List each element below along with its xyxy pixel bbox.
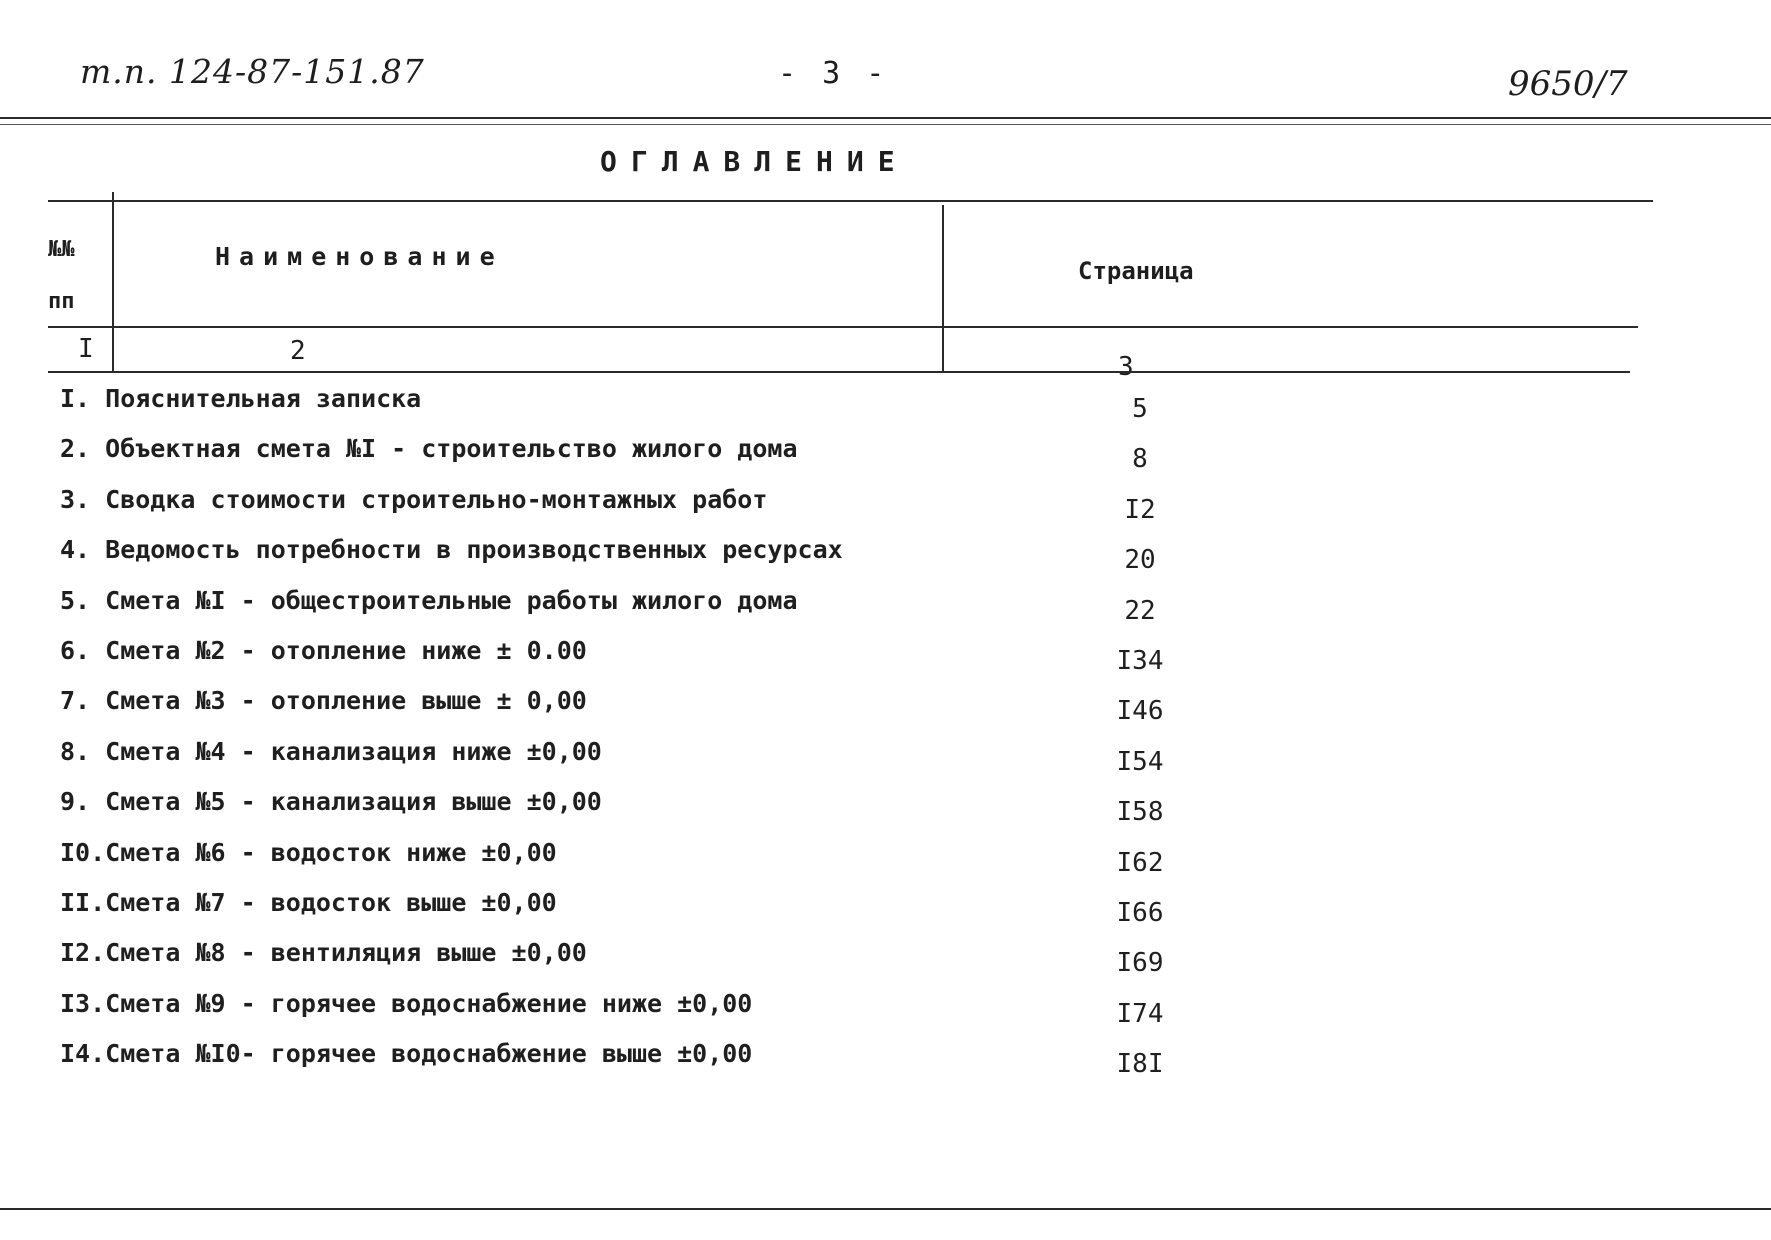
contents-row-3 [60, 485, 1360, 535]
contents-row-1 [60, 384, 1360, 434]
contents-row-9 [60, 787, 1360, 837]
header-rule-secondary [0, 124, 1771, 125]
header-rule [0, 117, 1771, 119]
row-title: 7. Смета №3 - отопление выше ± 0,00 [60, 686, 587, 716]
row-title: 5. Смета №I - общестроительные работы жилого дома [60, 585, 798, 615]
row-title: 2. Объектная смета №I - строительство жилого дома [60, 434, 798, 464]
contents-row-10 [60, 838, 1360, 888]
contents-row-14 [60, 1039, 1360, 1089]
page-number: - 3 - [778, 56, 889, 91]
column-number-header: №№ пп [48, 237, 75, 314]
contents-row-13 [60, 989, 1360, 1039]
column-page-header: Страница [1078, 257, 1194, 285]
table-top-rule [48, 200, 1653, 202]
contents-row-4 [60, 535, 1360, 585]
contents-row-7 [60, 686, 1360, 736]
row-page-number: I58 [1116, 797, 1164, 828]
document-code: т.п. 124-87-151.87 [80, 52, 425, 91]
row-title: I2.Смета №8 - вентиляция выше ±0,00 [60, 938, 587, 968]
column-index-3: 3 [1118, 352, 1134, 382]
column-name-header: Наименование [215, 242, 504, 271]
row-page-number: 20 [1124, 545, 1156, 576]
contents-row-6 [60, 636, 1360, 686]
row-page-number: I8I [1116, 1049, 1164, 1080]
header-divider-rule [48, 326, 1638, 328]
table-header-bottom-rule [48, 371, 1630, 373]
row-page-number: I69 [1116, 948, 1164, 979]
column-index-2: 2 [290, 336, 306, 366]
row-page-number: I62 [1116, 847, 1164, 878]
row-page-number: I66 [1116, 897, 1164, 928]
column-index-1: I [78, 334, 94, 364]
row-title: II.Смета №7 - водосток выше ±0,00 [60, 887, 557, 917]
contents-row-12 [60, 938, 1360, 988]
column-divider-2 [942, 205, 944, 372]
column-divider-1 [112, 192, 114, 372]
footer-rule [0, 1208, 1771, 1210]
contents-row-8 [60, 737, 1360, 787]
row-title: 3. Сводка стоимости строительно-монтажных работ [60, 484, 768, 514]
row-page-number: I34 [1116, 645, 1164, 676]
row-title: 9. Смета №5 - канализация выше ±0,00 [60, 787, 602, 817]
sheet-code: 9650/7 [1508, 64, 1628, 104]
row-page-number: 22 [1124, 595, 1156, 626]
row-title: I. Пояснительная записка [60, 384, 422, 413]
row-page-number: I46 [1116, 696, 1164, 727]
document-title: ОГЛАВЛЕНИЕ [600, 145, 909, 178]
contents-list [60, 384, 1360, 1089]
row-page-number: I2 [1124, 494, 1156, 525]
contents-row-5 [60, 586, 1360, 636]
row-title: 4. Ведомость потребности в производственных ресурсах [60, 535, 843, 565]
row-title: 8. Смета №4 - канализация ниже ±0,00 [60, 736, 602, 766]
row-title: I3.Смета №9 - горячее водоснабжение ниже ±0,00 [60, 988, 753, 1018]
row-page-number: I74 [1116, 998, 1164, 1029]
contents-row-2 [60, 434, 1360, 484]
row-page-number: 8 [1132, 444, 1148, 475]
row-title: 6. Смета №2 - отопление ниже ± 0.00 [60, 635, 587, 665]
row-title: I4.Смета №I0- горячее водоснабжение выше ±0,00 [60, 1039, 753, 1069]
contents-row-11 [60, 888, 1360, 938]
row-title: I0.Смета №6 - водосток ниже ±0,00 [60, 837, 557, 867]
row-page-number: 5 [1132, 394, 1148, 424]
row-page-number: I54 [1116, 746, 1164, 777]
